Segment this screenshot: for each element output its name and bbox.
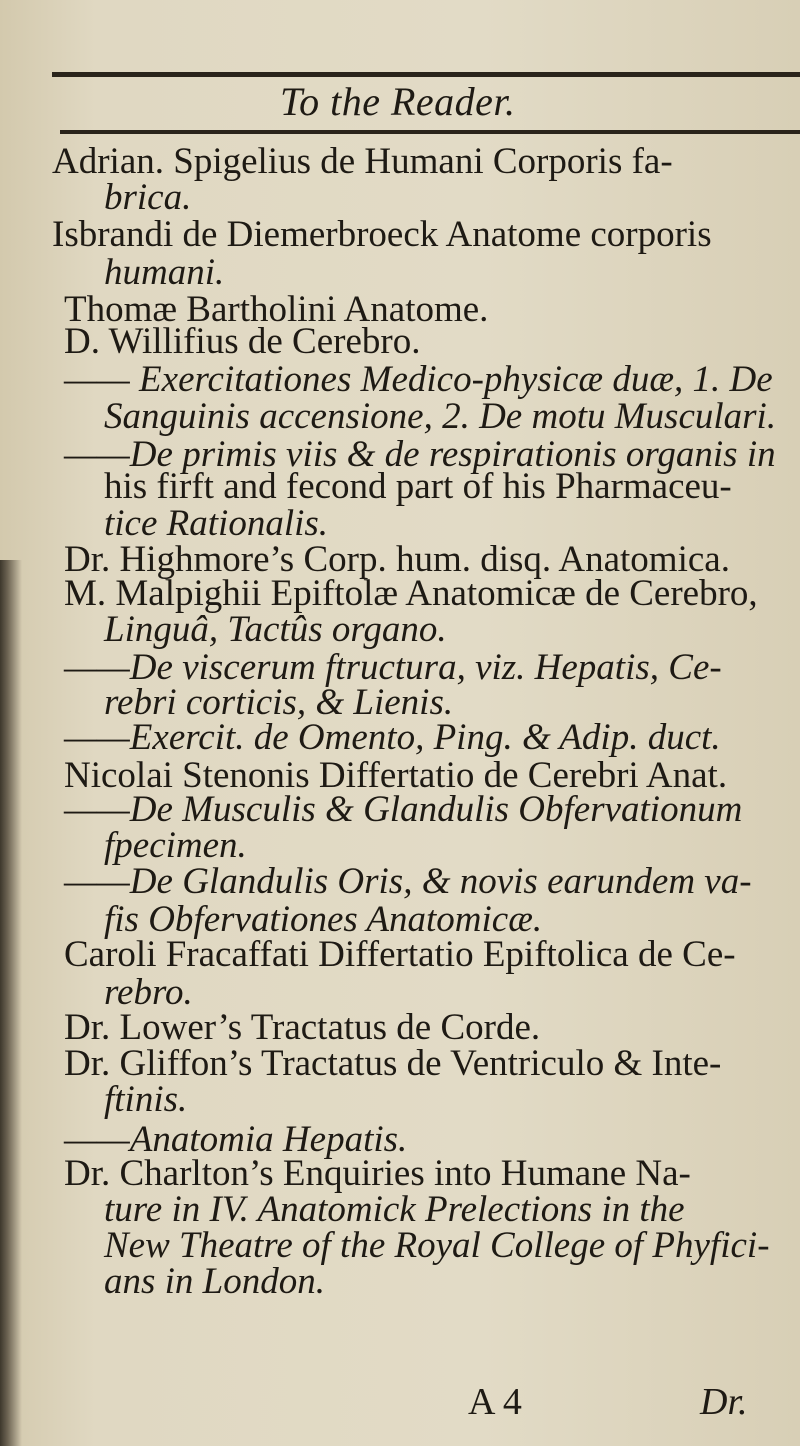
head-rule bbox=[60, 130, 800, 134]
reference-line: Adrian. Spigelius de Humani Corporis fa- bbox=[52, 141, 673, 182]
reference-line: ture in IV. Anatomick Prelections in the bbox=[104, 1189, 685, 1230]
reference-line: Dr. Charlton’s Enquiries into Humane Na- bbox=[64, 1153, 691, 1194]
reference-line: brica. bbox=[104, 177, 192, 218]
reference-line: Dr. Gliffon’s Tractatus de Ventriculo & Inte- bbox=[64, 1043, 722, 1084]
reference-line: ——De primis viis & de respirationis organis in bbox=[64, 434, 776, 475]
reference-line: fis Obfervationes Anatomicæ. bbox=[104, 899, 543, 940]
top-rule bbox=[52, 72, 800, 77]
reference-line: rebro. bbox=[104, 972, 193, 1013]
reference-line: M. Malpighii Epiftolæ Anatomicæ de Cerebro, bbox=[64, 573, 758, 614]
reference-line: Nicolai Stenonis Differtatio de Cerebri Anat. bbox=[64, 755, 728, 796]
reference-line: ——De viscerum ftructura, viz. Hepatis, Ce- bbox=[64, 647, 722, 688]
reference-line: Dr. Highmore’s Corp. hum. disq. Anatomica. bbox=[64, 539, 730, 580]
catchword: Dr. bbox=[700, 1381, 748, 1423]
reference-line: New Theatre of the Royal College of Phyfici- bbox=[104, 1225, 770, 1266]
reference-line: ans in London. bbox=[104, 1261, 326, 1302]
reference-line: rebri corticis, & Lienis. bbox=[104, 682, 454, 723]
running-head: To the Reader. bbox=[280, 79, 516, 124]
reference-line: ——De Glandulis Oris, & novis earundem va- bbox=[64, 861, 752, 902]
reference-line: tice Rationalis. bbox=[104, 503, 329, 544]
reference-line: ——Exercit. de Omento, Ping. & Adip. duct. bbox=[64, 717, 721, 758]
reference-line: ——De Musculis & Glandulis Obfervationum bbox=[64, 789, 743, 830]
reference-line: Sanguinis accensione, 2. De motu Musculari. bbox=[104, 396, 777, 437]
reference-line: fpecimen. bbox=[104, 825, 247, 866]
reference-line: Linguâ, Tactûs organo. bbox=[104, 609, 447, 650]
reference-line: ——Anatomia Hepatis. bbox=[64, 1119, 408, 1160]
reference-line: humani. bbox=[104, 252, 225, 293]
reference-line: his firft and fecond part of his Pharmaceu- bbox=[104, 466, 732, 507]
binding-shadow bbox=[0, 560, 22, 1446]
reference-line: Caroli Fracaffati Differtatio Epiftolica de Ce- bbox=[64, 934, 736, 975]
reference-line: —— Exercitationes Medico-physicæ duæ, 1. De bbox=[64, 359, 773, 400]
reference-line: Dr. Lower’s Tractatus de Corde. bbox=[64, 1007, 541, 1048]
signature-mark: A 4 bbox=[468, 1381, 522, 1423]
reference-line: D. Willifius de Cerebro. bbox=[64, 321, 421, 362]
reference-line: ftinis. bbox=[104, 1079, 188, 1120]
reference-line: Thomæ Bartholini Anatome. bbox=[64, 289, 489, 330]
reference-line: Isbrandi de Diemerbroeck Anatome corporis bbox=[52, 214, 712, 255]
